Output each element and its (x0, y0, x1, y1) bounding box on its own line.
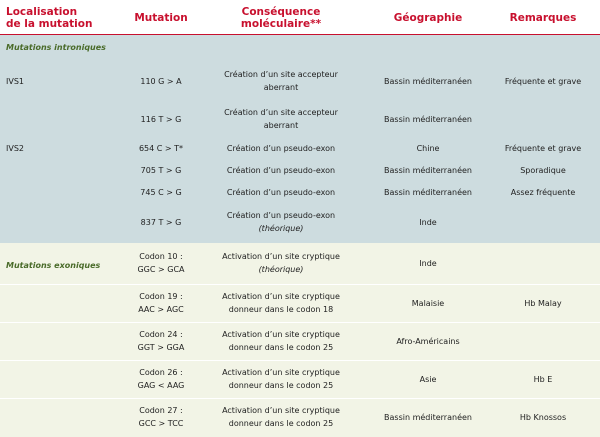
cell-consequence-line: Création d’un pseudo-exon (226, 187, 336, 197)
cell-consequence-line: Activation d’un site cryptique (222, 252, 340, 261)
table-row (0, 203, 600, 241)
table-row (0, 285, 600, 321)
table-row (0, 61, 600, 101)
cell-mutation (126, 245, 196, 281)
exon-section (0, 243, 600, 437)
header-consequence-line2: moléculaire** (240, 17, 322, 30)
table-row (0, 101, 600, 137)
header-localisation-line1: Localisation (6, 5, 78, 18)
cell-mutation-line: GGC > GCA (137, 265, 185, 274)
cell-geographie (368, 203, 488, 241)
cell-remarques-text: Hb Malay (524, 298, 562, 308)
cell-remarques (488, 181, 598, 203)
cell-consequence-line: Activation d’un site cryptique (222, 368, 340, 377)
cell-consequence-line: Création d’un pseudo-exon (226, 211, 336, 220)
cell-mutation (126, 285, 196, 321)
section-label-exon: Mutations exoniques (6, 261, 101, 270)
cell-mutation-line: Codon 24 : (139, 330, 183, 339)
cell-consequence (216, 101, 346, 137)
table-row (0, 361, 600, 397)
table-row (0, 245, 600, 281)
cell-localisation-text: IVS2 (6, 143, 24, 153)
cell-geographie-text: Asie (419, 374, 437, 384)
cell-consequence (216, 137, 346, 159)
cell-mutation (126, 159, 196, 181)
cell-geographie (368, 61, 488, 101)
cell-consequence (216, 399, 346, 435)
cell-geographie (368, 399, 488, 435)
cell-geographie (368, 101, 488, 137)
header-localisation (6, 0, 126, 35)
cell-mutation (126, 361, 196, 397)
table-row (0, 159, 600, 181)
cell-geographie (368, 159, 488, 181)
cell-mutation-line: Codon 19 : (139, 292, 183, 301)
cell-consequence-line: Activation d’un site cryptique (222, 292, 340, 301)
cell-mutation-line: 110 G > A (140, 76, 182, 86)
cell-mutation-line: Codon 27 : (139, 406, 183, 415)
cell-remarques-text: Hb E (533, 374, 553, 384)
cell-localisation (6, 137, 126, 159)
cell-localisation (6, 61, 126, 101)
cell-consequence (216, 323, 346, 359)
cell-mutation-line: 745 C > G (140, 187, 182, 197)
cell-consequence-line: aberrant (263, 121, 299, 130)
cell-remarques-text: Assez fréquente (510, 187, 576, 197)
cell-mutation (126, 61, 196, 101)
cell-geographie (368, 323, 488, 359)
intron-section (0, 35, 600, 243)
cell-mutation-line: 116 T > G (140, 114, 182, 124)
cell-consequence-line: donneur dans le codon 25 (228, 381, 334, 390)
cell-geographie-text: Inde (419, 258, 437, 268)
cell-geographie-text: Malaisie (411, 298, 445, 308)
cell-consequence (216, 285, 346, 321)
cell-mutation-line: Codon 10 : (139, 252, 183, 261)
cell-remarques (488, 137, 598, 159)
cell-remarques-text: Fréquente et grave (504, 143, 582, 153)
cell-mutation (126, 399, 196, 435)
cell-mutation (126, 137, 196, 159)
header-consequence (216, 0, 346, 35)
cell-mutation-line: GCC > TCC (138, 419, 184, 428)
cell-consequence-line: Création d’un pseudo-exon (226, 165, 336, 175)
cell-geographie-text: Afro-Américains (396, 336, 460, 346)
section-label-intron: Mutations introniques (6, 43, 106, 52)
cell-consequence-line: aberrant (263, 83, 299, 92)
cell-consequence-line: Activation d’un site cryptique (222, 406, 340, 415)
cell-remarques-text: Hb Knossos (519, 412, 567, 422)
table-row (0, 323, 600, 359)
cell-remarques-text: Fréquente et grave (504, 76, 582, 86)
cell-geographie-text: Bassin méditerranéen (384, 165, 472, 175)
cell-remarques (488, 361, 598, 397)
cell-geographie (368, 285, 488, 321)
header-consequence-line1: Conséquence (241, 5, 321, 18)
cell-consequence (216, 203, 346, 241)
cell-remarques (488, 61, 598, 101)
cell-geographie-text: Bassin méditerranéen (384, 76, 472, 86)
cell-remarques (488, 159, 598, 181)
cell-geographie-text: Inde (419, 217, 437, 227)
cell-consequence (216, 181, 346, 203)
cell-mutation-line: GGT > GGA (137, 343, 185, 352)
cell-consequence (216, 61, 346, 101)
cell-geographie (368, 245, 488, 281)
cell-mutation-line: 837 T > G (140, 217, 182, 227)
cell-remarques (488, 399, 598, 435)
cell-consequence-line: (théorique) (258, 265, 304, 274)
cell-consequence-line: Création d’un site accepteur (224, 108, 338, 117)
cell-consequence (216, 159, 346, 181)
cell-mutation (126, 181, 196, 203)
cell-geographie (368, 181, 488, 203)
cell-consequence-line: donneur dans le codon 18 (228, 305, 334, 314)
cell-consequence-line: Création d’un pseudo-exon (226, 143, 336, 153)
cell-mutation-line: 705 T > G (140, 165, 182, 175)
cell-consequence (216, 361, 346, 397)
cell-mutation (126, 101, 196, 137)
cell-remarques (488, 285, 598, 321)
cell-remarques-text: Sporadique (520, 165, 566, 175)
table-row (0, 399, 600, 435)
cell-geographie-text: Chine (416, 143, 440, 153)
cell-mutation-line: 654 C > T* (138, 143, 184, 153)
header-geographie: Géographie (393, 11, 463, 24)
table-row (0, 181, 600, 203)
cell-mutation (126, 203, 196, 241)
cell-geographie-text: Bassin méditerranéen (384, 114, 472, 124)
cell-consequence-line: donneur dans le codon 25 (228, 419, 334, 428)
cell-geographie (368, 137, 488, 159)
cell-geographie-text: Bassin méditerranéen (384, 412, 472, 422)
cell-consequence-line: Activation d’un site cryptique (222, 330, 340, 339)
table-header (0, 0, 600, 35)
cell-mutation-line: Codon 26 : (139, 368, 183, 377)
cell-geographie-text: Bassin méditerranéen (384, 187, 472, 197)
cell-mutation-line: GAG < AAG (137, 381, 185, 390)
cell-consequence-line: Création d’un site accepteur (224, 70, 338, 79)
cell-geographie (368, 361, 488, 397)
cell-consequence (216, 245, 346, 281)
cell-mutation (126, 323, 196, 359)
cell-consequence-line: donneur dans le codon 25 (228, 343, 334, 352)
header-remarques: Remarques (509, 11, 577, 24)
cell-mutation-line: AAC > AGC (138, 305, 184, 314)
cell-localisation-text: IVS1 (6, 76, 24, 86)
header-mutation: Mutation (134, 11, 188, 24)
header-localisation-line2: de la mutation (6, 17, 93, 30)
table-row (0, 137, 600, 159)
cell-consequence-line: (théorique) (258, 224, 304, 233)
